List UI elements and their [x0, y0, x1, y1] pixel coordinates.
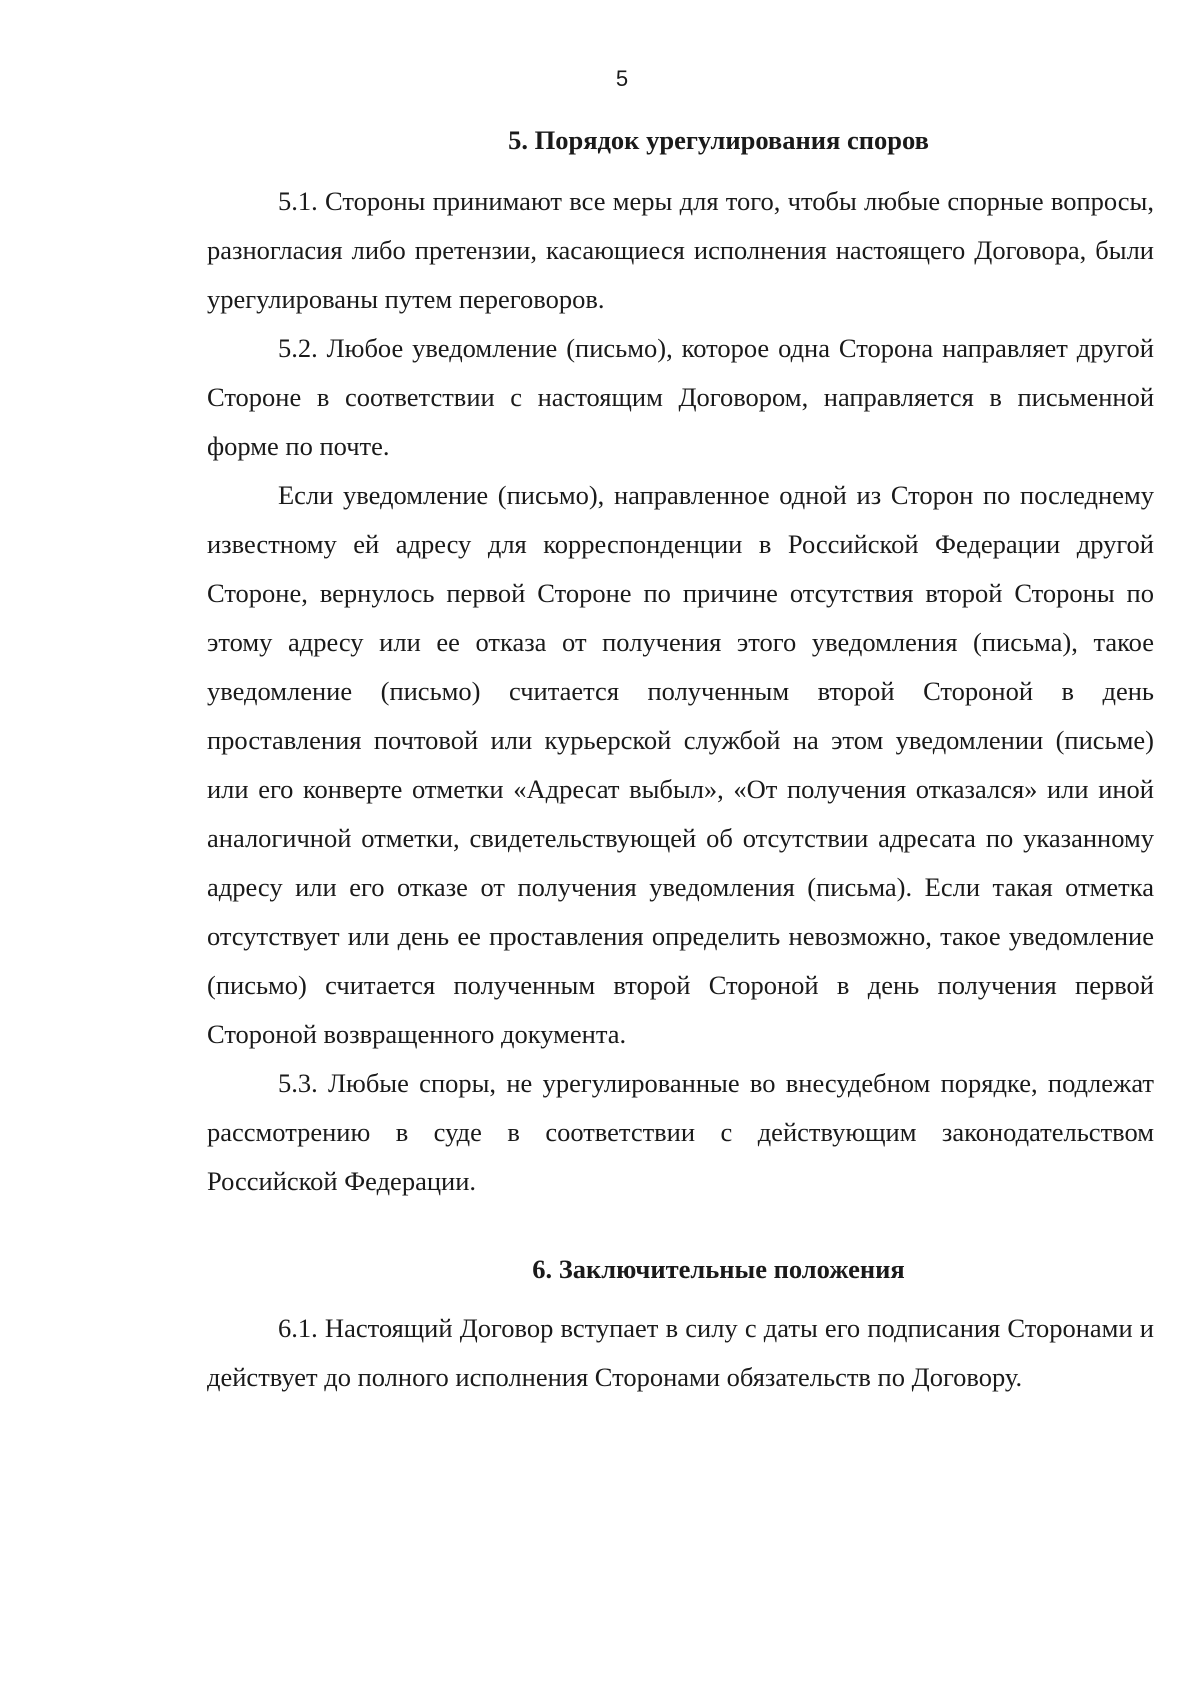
section-5-heading: 5. Порядок урегулирования споров [508, 125, 929, 155]
paragraph-5-2: 5.2. Любое уведомление (письмо), которое одна Сторона направляет другой Стороне в соответствии с настоящим Договором, направляется в письменной форме по почте. [207, 333, 1154, 461]
paragraph-5-2-notice: Если уведомление (письмо), направленное одной из Сторон по последнему известному ей адресу для корреспонденции в Российской Федерации другой Стороне, вернулось первой Стороне по причине отсутствия второй Стороны по этому адресу или ее отказа от получения этого уведомления (письма), такое уведомление (письмо) считается полученным второй Стороной в день проставления почтовой или курьерской службой на этом уведомлении (письме) или его конверте отметки «Адресат выбыл», «От получения отказался» или иной аналогичной отметки, свидетельствующей об отсутствии адресата по указанному адресу или его отказе от получения уведомления (письма). Если такая отметка отсутствует или день ее проставления определить невозможно, такое уведомление (письмо) считается полученным второй Стороной в день получения первой Стороной возвращенного документа. [207, 480, 1154, 1049]
paragraph-5-3: 5.3. Любые споры, не урегулированные во внесудебном порядке, подлежат рассмотрению в суде в соответствии с действующим законодательством Российской Федерации. [207, 1068, 1154, 1196]
paragraph-6-1: 6.1. Настоящий Договор вступает в силу с даты его подписания Сторонами и действует до полного исполнения Сторонами обязательств по Договору. [207, 1313, 1154, 1392]
paragraph-5-1: 5.1. Стороны принимают все меры для того, чтобы любые спорные вопросы, разногласия либо претензии, касающиеся исполнения настоящего Договора, были урегулированы путем переговоров. [207, 186, 1154, 314]
page-number: 5 [615, 66, 629, 91]
section-6-heading: 6. Заключительные положения [532, 1254, 905, 1284]
document-body [207, 116, 1154, 1402]
